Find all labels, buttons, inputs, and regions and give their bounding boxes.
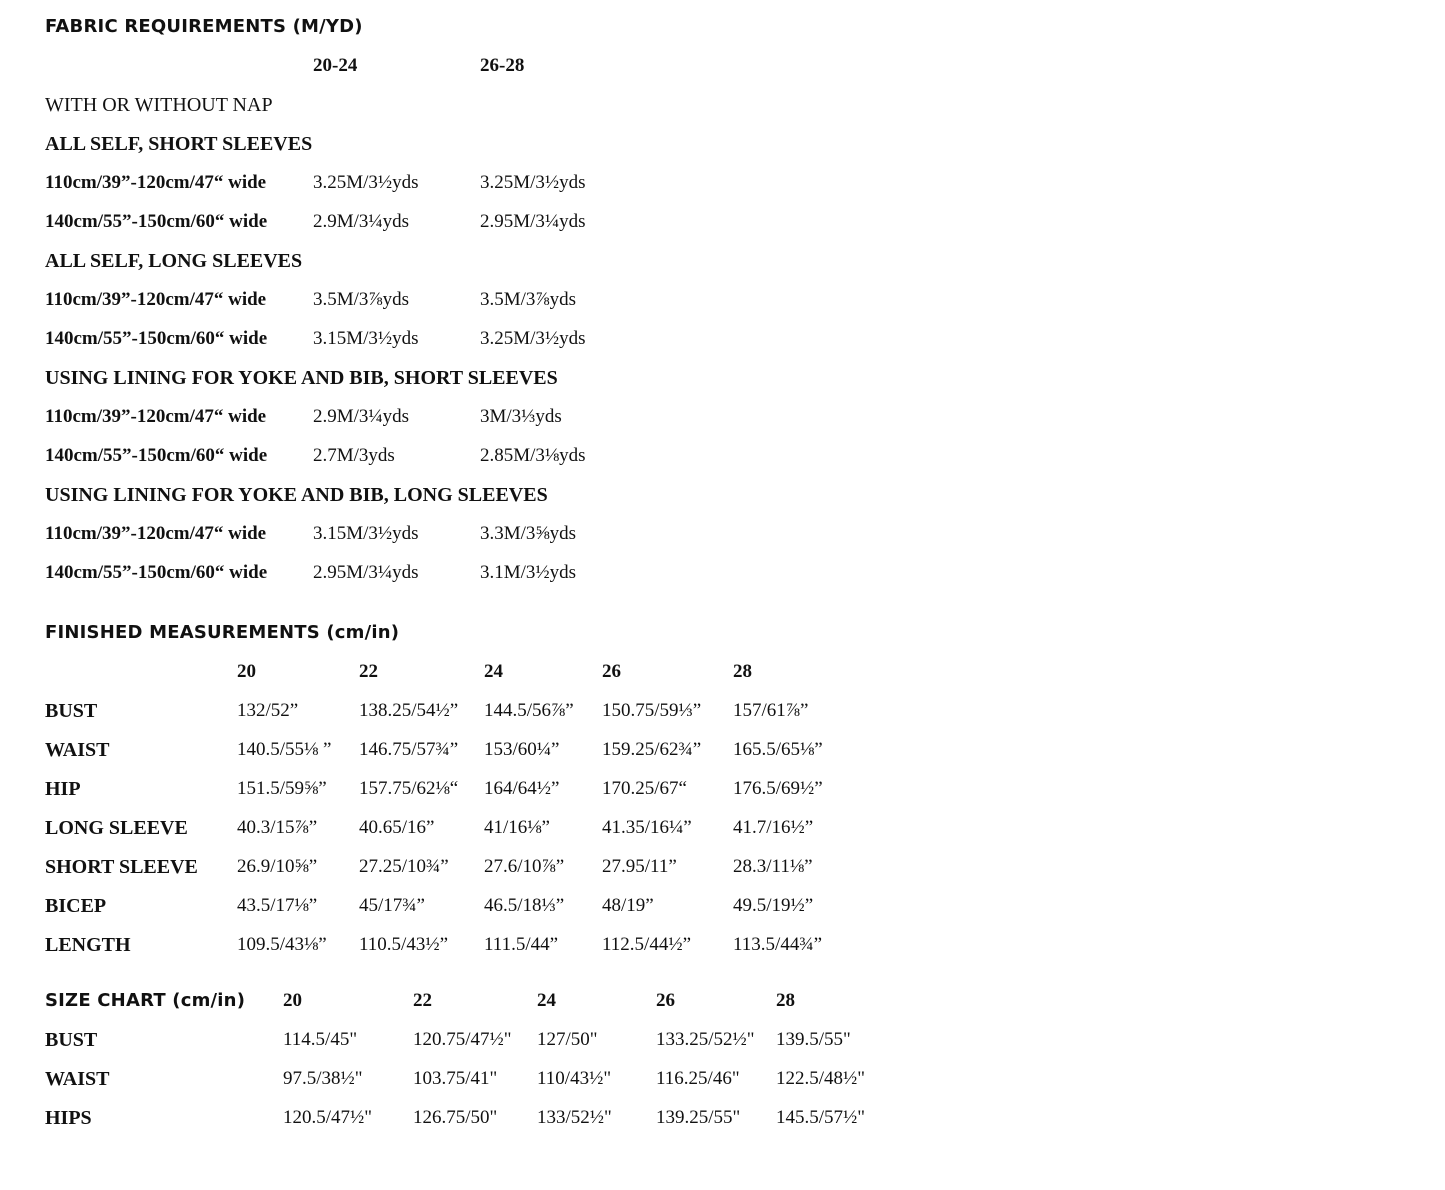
measurement-label: BUST (45, 700, 98, 722)
measurement-value: 138.25/54½” (359, 700, 459, 721)
fabric-amount: 3M/3⅓yds (480, 406, 562, 427)
fabric-width: 140cm/55”-150cm/60“ wide (45, 211, 268, 232)
fabric-amount: 3.25M/3½yds (480, 328, 586, 349)
fabric-section-title: USING LINING FOR YOKE AND BIB, LONG SLEEVES (45, 484, 548, 506)
measurement-value: 49.5/19½” (733, 895, 814, 916)
fabric-amount: 3.5M/3⅞yds (313, 289, 410, 310)
measurement-value: 150.75/59⅓” (602, 700, 702, 721)
fabric-amount: 2.85M/3⅛yds (480, 445, 586, 466)
fabric-title: FABRIC REQUIREMENTS (M/YD) (45, 16, 363, 37)
fabric-amount: 2.95M/3¼yds (313, 562, 419, 583)
measurement-value: 132/52” (237, 700, 299, 721)
fabric-amount: 3.5M/3⅞yds (480, 289, 577, 310)
size-chart-value: 127/50" (537, 1029, 598, 1050)
fabric-amount: 3.15M/3½yds (313, 328, 419, 349)
size-chart-value: 97.5/38½" (283, 1068, 363, 1089)
size-chart-label: HIPS (45, 1107, 92, 1129)
measurement-value: 45/17¾” (359, 895, 425, 916)
measurement-value: 28.3/11⅛” (733, 856, 813, 877)
finished-title: FINISHED MEASUREMENTS (cm/in) (45, 622, 400, 643)
measurement-value: 48/19” (602, 895, 654, 916)
measurement-value: 112.5/44½” (602, 934, 692, 955)
measurement-label: LONG SLEEVE (45, 817, 188, 839)
measurement-value: 26.9/10⅝” (237, 856, 318, 877)
measurement-value: 110.5/43½” (359, 934, 449, 955)
size-chart-value: 120.5/47½" (283, 1107, 373, 1128)
measurement-value: 170.25/67“ (602, 778, 687, 799)
fabric-section-title: ALL SELF, SHORT SLEEVES (45, 133, 313, 155)
size-chart-value: 126.75/50" (413, 1107, 498, 1128)
finished-size-header: 26 (602, 661, 621, 682)
measurement-value: 144.5/56⅞” (484, 700, 574, 721)
measurement-value: 41/16⅛” (484, 817, 550, 838)
measurement-label: HIP (45, 778, 81, 800)
measurement-value: 41.35/16¼” (602, 817, 692, 838)
fabric-width: 140cm/55”-150cm/60“ wide (45, 562, 268, 583)
fabric-section-title: USING LINING FOR YOKE AND BIB, SHORT SLEEVES (45, 367, 558, 389)
finished-size-header: 24 (484, 661, 503, 682)
measurement-value: 151.5/59⅝” (237, 778, 327, 799)
size-chart-label: WAIST (45, 1068, 110, 1090)
size-chart-size-header: 22 (413, 990, 432, 1011)
size-chart-value: 122.5/48½" (776, 1068, 866, 1089)
size-chart-size-header: 28 (776, 990, 795, 1011)
measurement-label: SHORT SLEEVE (45, 856, 198, 878)
measurement-value: 46.5/18⅓” (484, 895, 565, 916)
fabric-amount: 2.7M/3yds (313, 445, 395, 466)
measurement-label: WAIST (45, 739, 110, 761)
fabric-amount: 2.9M/3¼yds (313, 406, 410, 427)
size-chart-value: 133.25/52½" (656, 1029, 755, 1050)
size-chart-value: 139.25/55" (656, 1107, 741, 1128)
nap-label: WITH OR WITHOUT NAP (45, 94, 273, 116)
fabric-section-title: ALL SELF, LONG SLEEVES (45, 250, 303, 272)
fabric-size-header: 20-24 (313, 55, 358, 76)
fabric-width: 110cm/39”-120cm/47“ wide (45, 289, 267, 310)
measurement-value: 159.25/62¾” (602, 739, 702, 760)
fabric-width: 110cm/39”-120cm/47“ wide (45, 523, 267, 544)
fabric-amount: 2.95M/3¼yds (480, 211, 586, 232)
finished-size-header: 22 (359, 661, 378, 682)
size-chart-value: 145.5/57½" (776, 1107, 866, 1128)
size-chart-value: 114.5/45" (283, 1029, 358, 1050)
fabric-amount: 2.9M/3¼yds (313, 211, 410, 232)
measurement-value: 40.65/16” (359, 817, 435, 838)
fabric-width: 140cm/55”-150cm/60“ wide (45, 328, 268, 349)
measurement-value: 109.5/43⅛” (237, 934, 327, 955)
fabric-amount: 3.15M/3½yds (313, 523, 419, 544)
measurement-label: LENGTH (45, 934, 131, 956)
measurement-value: 111.5/44” (484, 934, 559, 955)
size-chart-value: 120.75/47½" (413, 1029, 512, 1050)
measurement-value: 27.6/10⅞” (484, 856, 565, 877)
fabric-amount: 3.1M/3½yds (480, 562, 577, 583)
size-chart-value: 133/52½" (537, 1107, 612, 1128)
fabric-width: 110cm/39”-120cm/47“ wide (45, 172, 267, 193)
fabric-amount: 3.25M/3½yds (313, 172, 419, 193)
size-chart-value: 116.25/46" (656, 1068, 740, 1089)
size-chart-title: SIZE CHART (cm/in) (45, 990, 246, 1011)
measurement-value: 27.25/10¾” (359, 856, 449, 877)
size-chart-size-header: 24 (537, 990, 556, 1011)
fabric-width: 140cm/55”-150cm/60“ wide (45, 445, 268, 466)
measurement-value: 153/60¼” (484, 739, 560, 760)
measurement-value: 41.7/16½” (733, 817, 814, 838)
size-chart-value: 110/43½" (537, 1068, 612, 1089)
size-chart-value: 139.5/55" (776, 1029, 851, 1050)
size-chart-size-header: 26 (656, 990, 675, 1011)
measurement-value: 146.75/57¾” (359, 739, 459, 760)
fabric-size-header: 26-28 (480, 55, 525, 76)
measurement-value: 157.75/62⅛“ (359, 778, 459, 799)
size-chart-size-header: 20 (283, 990, 302, 1011)
measurement-value: 113.5/44¾” (733, 934, 823, 955)
fabric-width: 110cm/39”-120cm/47“ wide (45, 406, 267, 427)
finished-size-header: 20 (237, 661, 256, 682)
measurement-value: 27.95/11” (602, 856, 677, 877)
measurement-label: BICEP (45, 895, 107, 917)
measurement-value: 140.5/55⅛ ” (237, 739, 332, 760)
finished-size-header: 28 (733, 661, 752, 682)
measurement-value: 165.5/65⅛” (733, 739, 823, 760)
measurement-value: 176.5/69½” (733, 778, 823, 799)
measurement-value: 40.3/15⅞” (237, 817, 318, 838)
fabric-amount: 3.3M/3⅝yds (480, 523, 577, 544)
measurement-value: 164/64½” (484, 778, 560, 799)
measurement-value: 157/61⅞” (733, 700, 809, 721)
size-chart-label: BUST (45, 1029, 98, 1051)
fabric-amount: 3.25M/3½yds (480, 172, 586, 193)
size-chart-value: 103.75/41" (413, 1068, 498, 1089)
measurement-value: 43.5/17⅛” (237, 895, 318, 916)
